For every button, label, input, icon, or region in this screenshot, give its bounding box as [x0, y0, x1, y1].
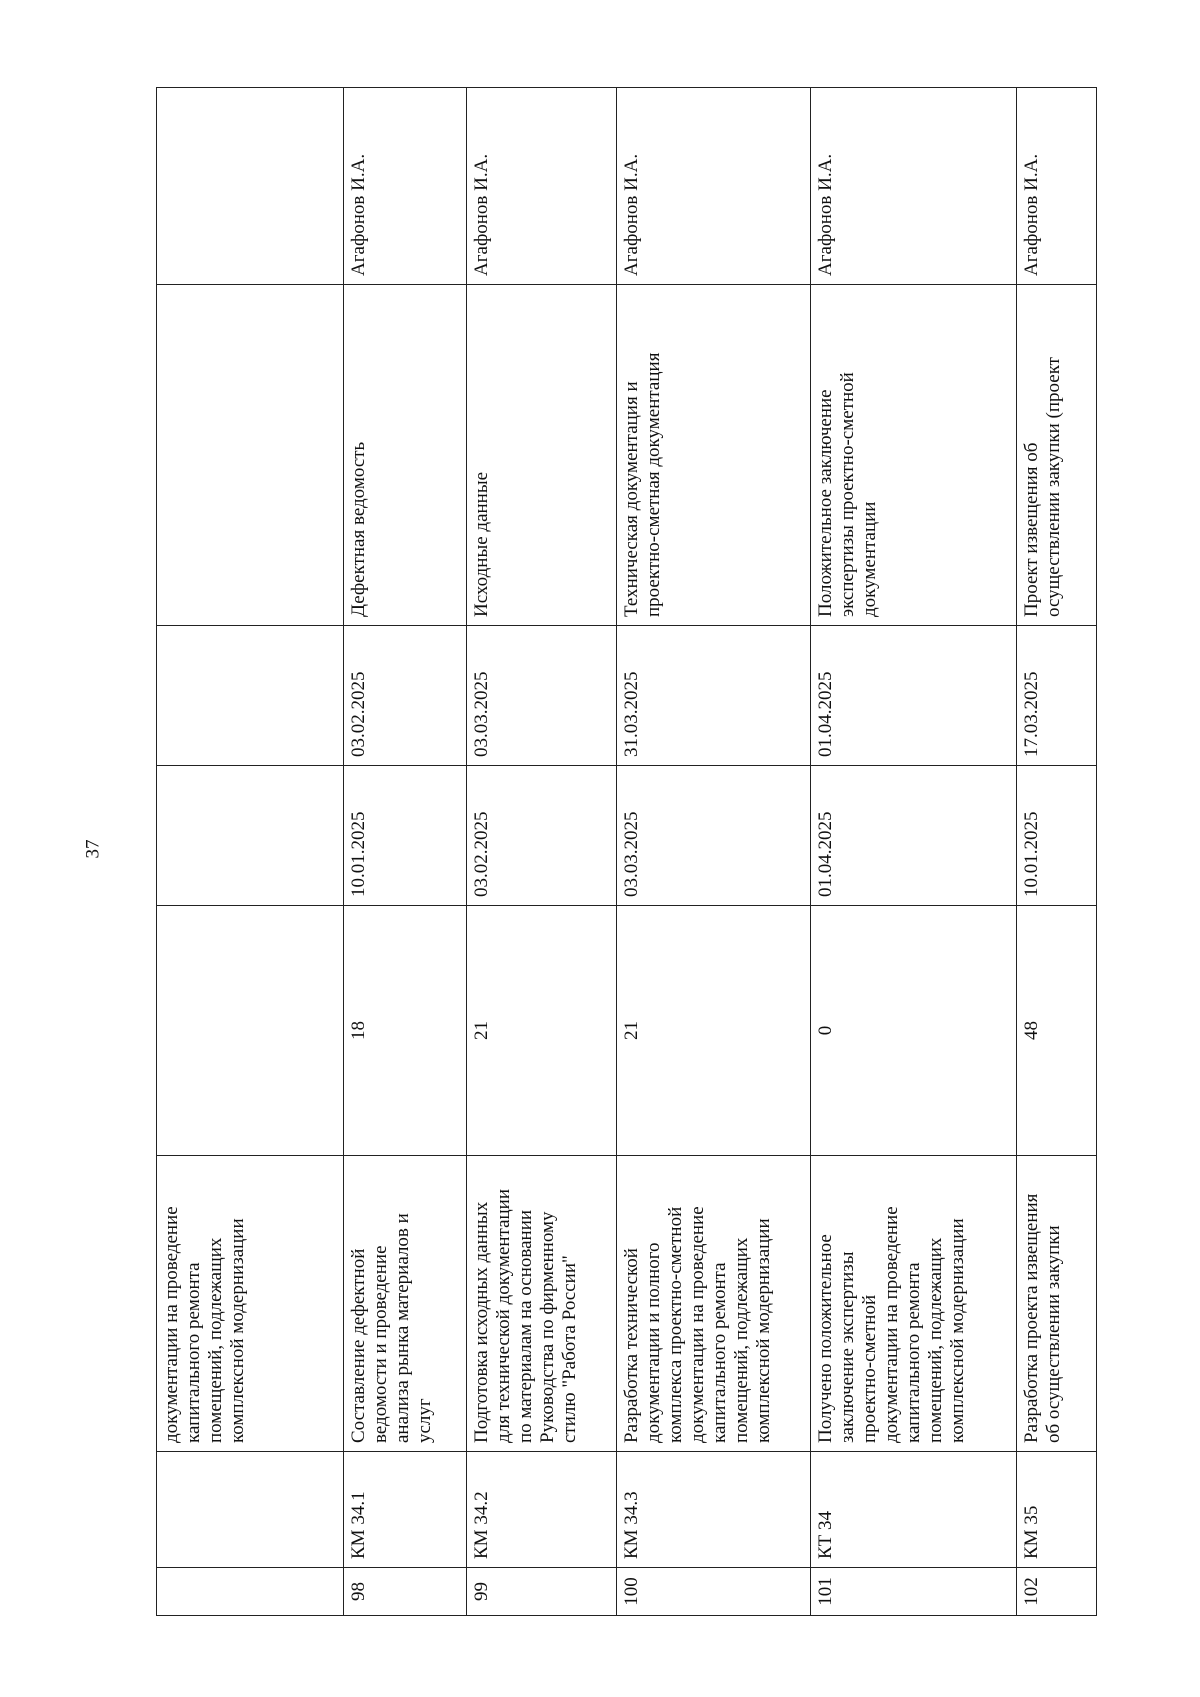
- cell-num: 102: [1017, 1568, 1097, 1616]
- cell-code: КМ 35: [1017, 1452, 1097, 1568]
- cell-num: 101: [811, 1568, 1017, 1616]
- cell-duration: 21: [467, 906, 617, 1156]
- cell-start: 10.01.2025: [344, 766, 467, 906]
- cell-end: 17.03.2025: [1017, 626, 1097, 766]
- cell-code: КТ 34: [811, 1452, 1017, 1568]
- cell-result: Техническая документация и проектно-сметная документация: [617, 285, 811, 626]
- cell-num: 99: [467, 1568, 617, 1616]
- cell-code: КМ 34.1: [344, 1452, 467, 1568]
- cell-responsible: Агафонов И.А.: [811, 88, 1017, 285]
- cell-end: [157, 626, 344, 766]
- cell-start: 03.02.2025: [467, 766, 617, 906]
- cell-responsible: Агафонов И.А.: [617, 88, 811, 285]
- cell-start: [157, 766, 344, 906]
- cell-start: 10.01.2025: [1017, 766, 1097, 906]
- cell-end: 01.04.2025: [811, 626, 1017, 766]
- cell-duration: 18: [344, 906, 467, 1156]
- cell-result: [157, 285, 344, 626]
- cell-duration: [157, 906, 344, 1156]
- table-row: [467, 88, 617, 1616]
- cell-text: Разработка технической документации и полного комплекса проектно-сметной документации на проведение капитального ремонта помещений, подлежащих комплексной модернизации: [617, 1156, 811, 1452]
- cell-code: КМ 34.2: [467, 1452, 617, 1568]
- cell-responsible: Агафонов И.А.: [1017, 88, 1097, 285]
- cell-end: 31.03.2025: [617, 626, 811, 766]
- table-row: [344, 88, 467, 1616]
- cell-num: 98: [344, 1568, 467, 1616]
- page-number: 37: [82, 839, 104, 859]
- cell-text: Разработка проекта извещения об осуществлении закупки: [1017, 1156, 1097, 1452]
- cell-responsible: [157, 88, 344, 285]
- cell-result: Положительное заключение экспертизы проектно-сметной документации: [811, 285, 1017, 626]
- cell-responsible: Агафонов И.А.: [467, 88, 617, 285]
- cell-result: Исходные данные: [467, 285, 617, 626]
- schedule-table: [156, 87, 1097, 1616]
- table-row: [811, 88, 1017, 1616]
- rotated-table-wrapper: [156, 88, 1096, 1616]
- cell-num: [157, 1568, 344, 1616]
- table-row: [1017, 88, 1097, 1616]
- cell-result: Дефектная ведомость: [344, 285, 467, 626]
- cell-code: [157, 1452, 344, 1568]
- cell-text: документации на проведение капитального ремонта помещений, подлежащих комплексной модернизации: [157, 1156, 344, 1452]
- cell-end: 03.02.2025: [344, 626, 467, 766]
- cell-text: Подготовка исходных данных для технической документации по материалам на основании Руководства по фирменному стилю "Работа России": [467, 1156, 617, 1452]
- cell-end: 03.03.2025: [467, 626, 617, 766]
- cell-responsible: Агафонов И.А.: [344, 88, 467, 285]
- cell-duration: 0: [811, 906, 1017, 1156]
- cell-result: Проект извещения об осуществлении закупки (проект: [1017, 285, 1097, 626]
- cell-num: 100: [617, 1568, 811, 1616]
- cell-start: 01.04.2025: [811, 766, 1017, 906]
- cell-start: 03.03.2025: [617, 766, 811, 906]
- cell-duration: 48: [1017, 906, 1097, 1156]
- cell-code: КМ 34.3: [617, 1452, 811, 1568]
- cell-text: Получено положительное заключение экспертизы проектно-сметной документации на проведение капитального ремонта помещений, подлежащих комплексной модернизации: [811, 1156, 1017, 1452]
- cell-text: Составление дефектной ведомости и проведение анализа рынка материалов и услуг: [344, 1156, 467, 1452]
- cell-duration: 21: [617, 906, 811, 1156]
- table-row-continuation: [157, 88, 344, 1616]
- table-row: [617, 88, 811, 1616]
